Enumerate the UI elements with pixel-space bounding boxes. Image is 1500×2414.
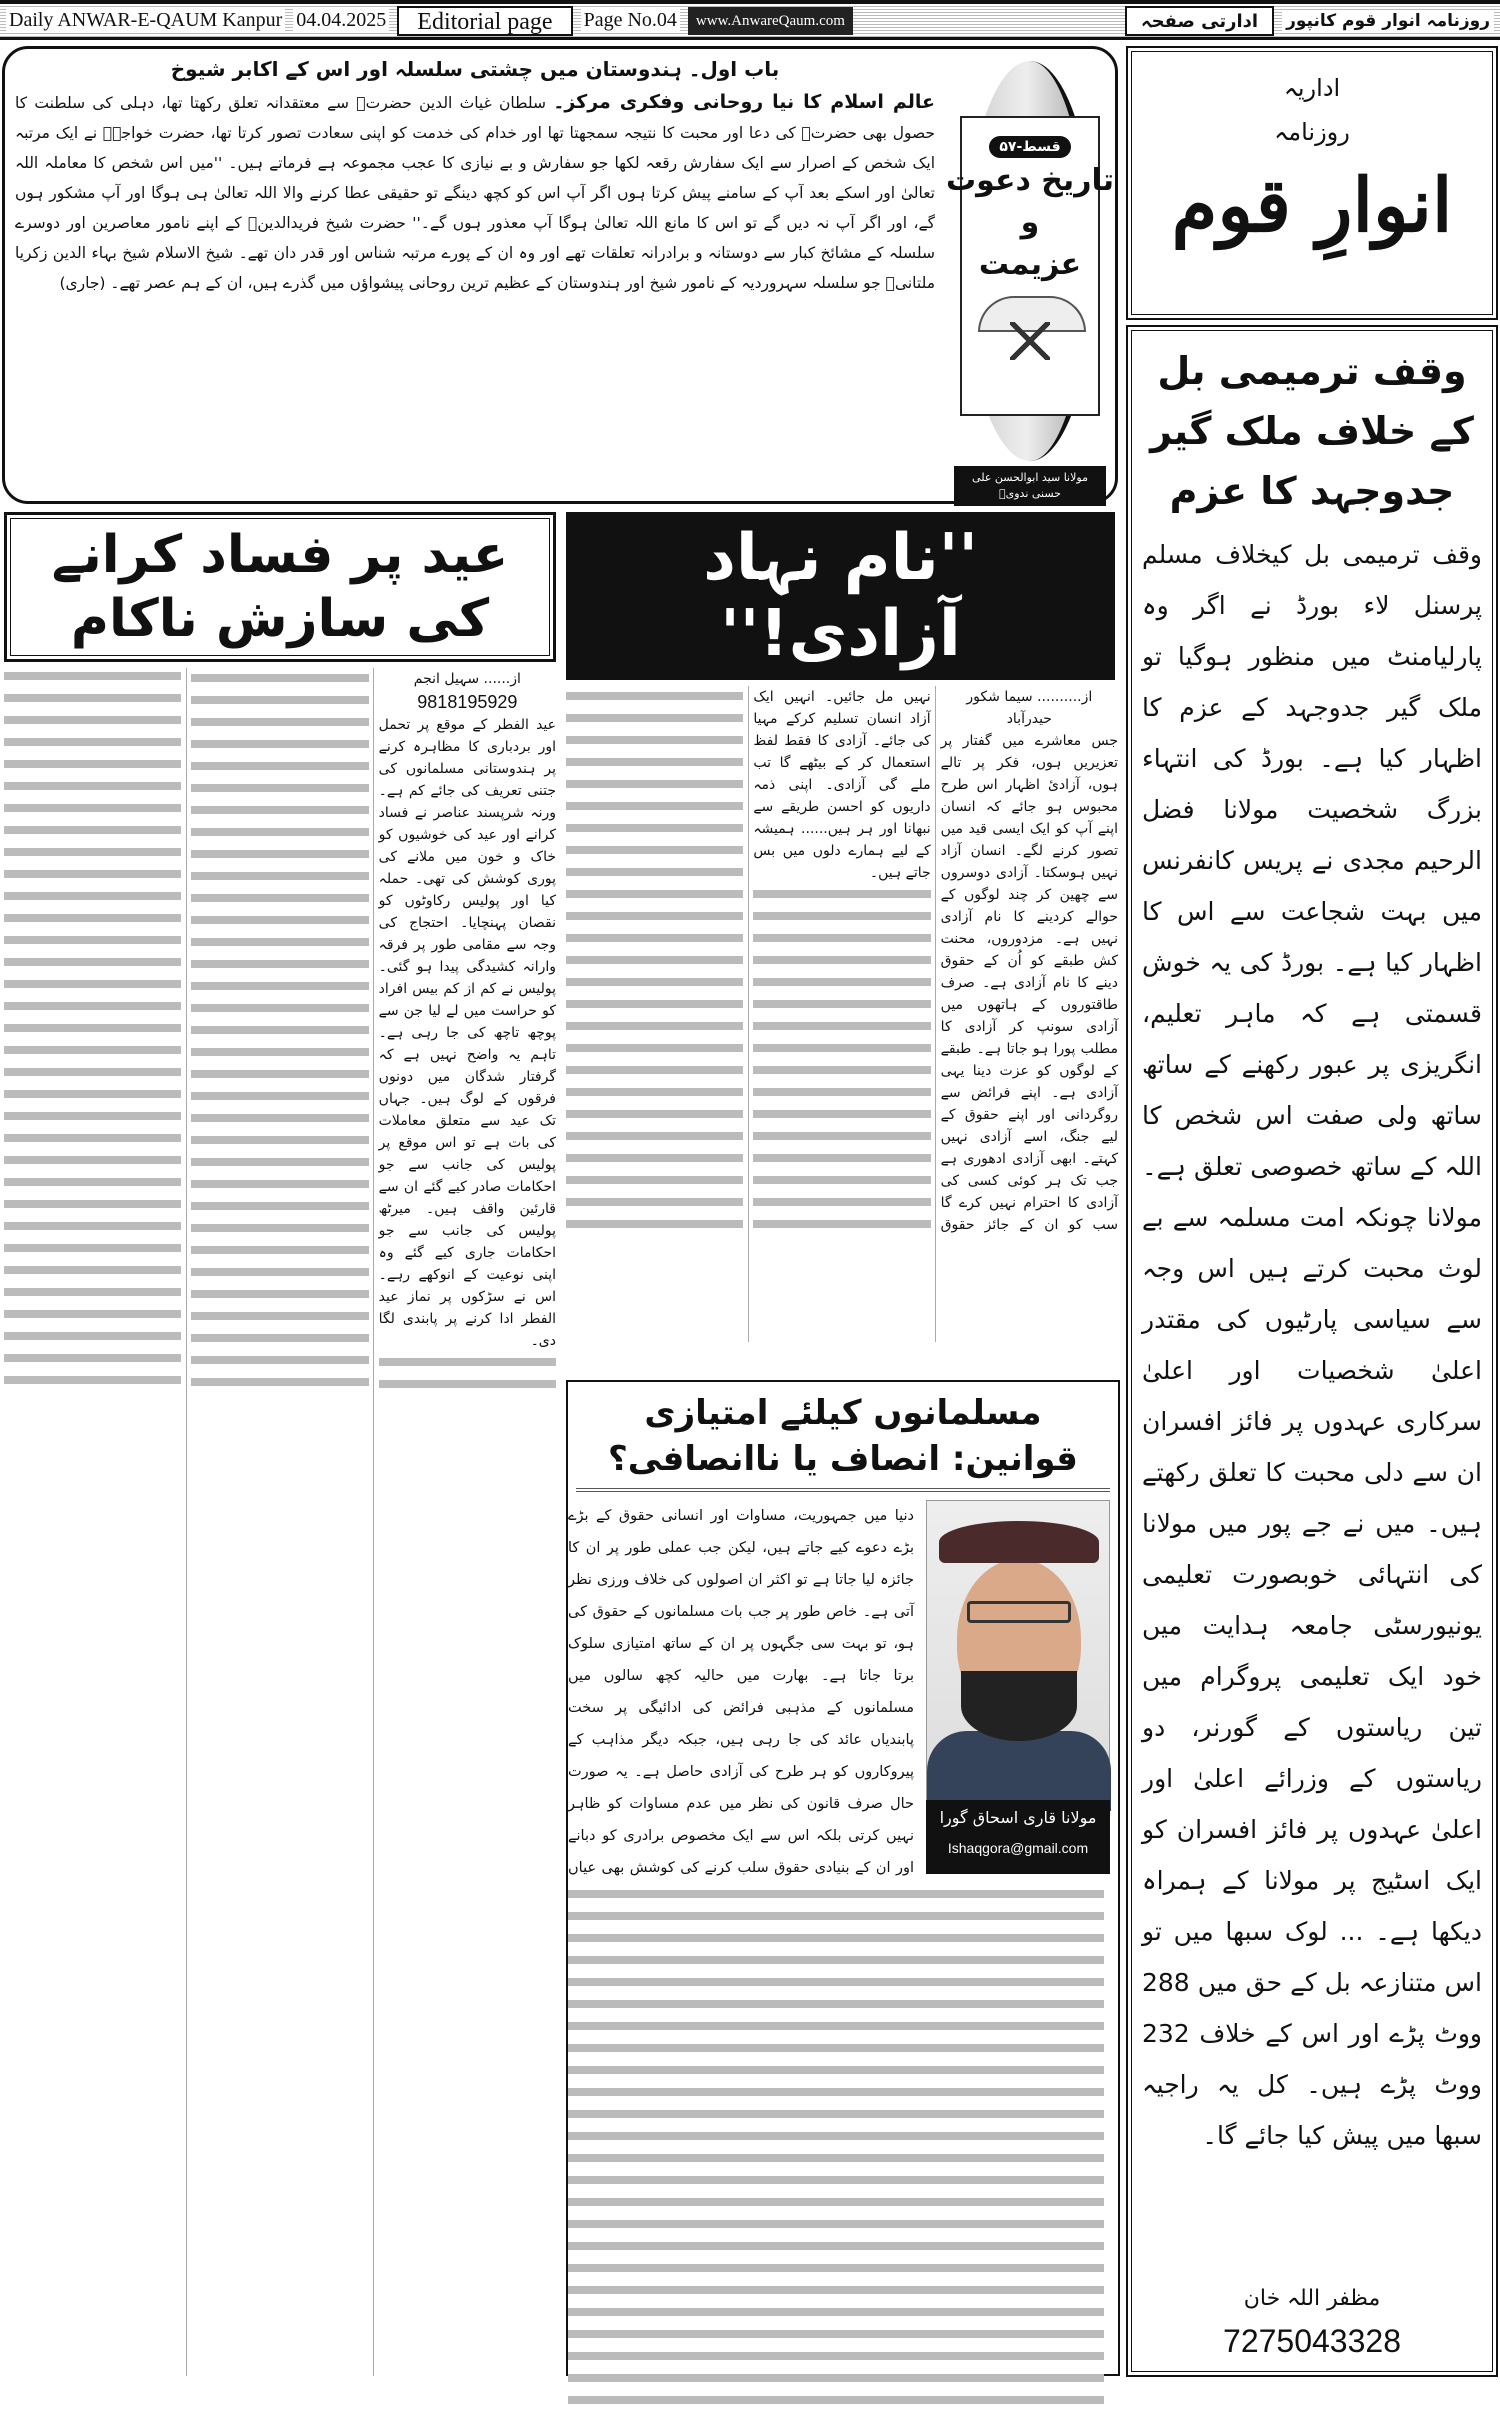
azadi-article (566, 512, 1118, 1342)
azadi-article-body (566, 686, 1118, 1342)
masthead-label: اداریہ (1283, 74, 1341, 102)
paper-name: Daily ANWAR-E-QAUM Kanpur (6, 9, 285, 32)
feature-title: باب اول۔ ہندوستان میں چشتی سلسلہ اور اس کے اکابر شیوخ (170, 57, 780, 81)
eid-article-body (4, 668, 556, 2376)
section-label: Editorial page (397, 6, 572, 36)
imtiyazi-text: دنیا میں جمہوریت، مساوات اور انسانی حقوق کے بڑے بڑے دعوے کیے جاتے ہیں، لیکن جب عملی طور پر ان کا جائزہ لیا جاتا ہے تو اکثر ان اصولوں کی خلاف ورزی نظر آتی ہے۔ خاص طور پر جب بات مسلمانوں کے حقوق کی ہو، تو بہت سی جگہوں پر ان کے ساتھ امتیازی سلوک برتا جاتا ہے۔ بھارت میں حالیہ کچھ سالوں میں مسلمانوں کے مذہبی فرائض کی ادائیگی پر سخت پابندیاں عائد کی جا رہی ہیں، جبکہ دیگر مذاہب کے پیروکاروں کو ہر طرح کی آزادی حاصل ہے۔ یہ صورت حال صرف قانون کی نظر میں عدم مساوات کو ظاہر نہیں کرتی بلکہ اس سے ایک مخصوص برادری کو دبانے اور ان کے بنیادی حقوق سلب کرنے کی کوشش بھی عیاں (568, 1508, 914, 1876)
author-name: مولانا قاری اسحاق گورا (939, 1808, 1097, 1827)
eid-author-phone: 9818195929 (417, 692, 518, 712)
page-number: Page No.04 (581, 9, 680, 32)
feature-body (15, 87, 935, 497)
imtiyazi-article (566, 1380, 1120, 2376)
eid-byline: از...... سہیل انجم (413, 671, 521, 687)
editorial-masthead (1126, 46, 1498, 320)
graphic-panel (946, 116, 1114, 416)
azadi-article-headline: ''نام نہاد آزادی!'' (566, 512, 1118, 680)
text-continuation (568, 1884, 1104, 2414)
editorial-column (1126, 325, 1498, 2377)
quran-stand-icon (970, 290, 1090, 360)
feature-article (2, 46, 1118, 504)
editorial-headline: وقف ترمیمی بل کے خلاف ملک گیر جدوجہد کا عزم (1150, 349, 1474, 513)
editorial-author: مظفر اللہ خان (1243, 2286, 1381, 2311)
imtiyazi-headline: مسلمانوں کیلئے امتیازی قوانین: انصاف یا ناانصافی؟ (576, 1382, 1110, 1492)
header-logo: روزنامہ انوار قوم کانپور (1282, 10, 1494, 31)
imtiyazi-content (568, 1500, 1118, 2374)
author-caption (926, 1800, 1110, 1874)
eid-article (4, 512, 556, 2376)
eid-text: عید الفطر کے موقع پر تحمل اور بردباری کا مظاہرہ کرنے پر ہندوستانی مسلمانوں کی جتنی تعریف کی جائے کم ہے۔ ورنہ شرپسند عناصر نے فساد کرانے اور عید کی خوشیوں کو خاک و خون میں ملانے کی پوری کوشش کی تھی۔ حملہ کیا اور پولیس رکاوٹوں کو نقصان پہنچایا۔ احتجاج کی وجہ سے مقامی طور پر فرقہ وارانہ کشیدگی پیدا ہو گئی۔ پولیس نے کم از کم بیس افراد کو حراست میں لے لیا جن سے پوچھ تاچھ کی جا رہی ہے۔ تاہم یہ واضح نہیں ہے کہ گرفتار شدگان میں دونوں فرقوں کے لوگ ہیں۔ جہاں تک عید سے متعلق معاملات کی بات ہے تو اس موقع پر پولیس کی جانب سے جو احکامات صادر کیے گئے ان سے قارئین واقف ہیں۔ میرٹھ پولیس کی جانب سے جو احکامات جاری کیے گئے وہ اپنی نوعیت کے انوکھے رہے۔ اس نے سڑکوں پر نماز عید الفطر ادا کرنے پر پابندی لگا دی۔ (378, 717, 556, 1349)
azadi-text: جس معاشرے میں گفتار پر تعزیریں ہوں، فکر پر تالے ہوں، آزادیٔ اظہار اس طرح محبوس ہو جائے کہ انسان اپنے آپ کو ایک ایسی قید میں تصور کرنے لگے۔ انسان آزاد نہیں ہوسکتا۔ آزادی دوسروں سے چھین کر چند لوگوں کے حوالے کردینے کا نام آزادی نہیں ہے۔ مزدوروں، محنت کش طبقے کو اُن کے حقوق دینے کا نام آزادی ہے۔ صرف طاقتوروں کے ہاتھوں میں آزادی سونپ کر آزادی کا مطلب پورا ہو جاتا ہے۔ طبقے کے لوگوں کو عزت دینا یہی آزادی ہے۔ اپنے فرائض سے روگردانی اور اپنے حقوق کے لیے جنگ، اسے آزادی نہیں کہتے۔ ابھی آزادی ادھوری ہے جب تک ہر کوئی کسی کی آزادی کا احترام نہیں کرے گا سب کو ان کے جائز حقوق نہیں مل جائیں۔ انہیں ایک آزاد انسان تسلیم کرکے مہیا کی جائے۔ آزادی کا فقط لفظ استعمال کر کے بیٹھے گا تب ملے گی آزادی۔ اپنی ذمہ داریوں کو احسن طریقے سے نبھانا اور ہر ہیں...... ہمیشہ کے لیے ہمارے دلوں میں بس جاتے ہیں۔ (753, 689, 1118, 1233)
author-email[interactable]: Ishaqgora@gmail.com (947, 1840, 1089, 1856)
eid-article-headline: عید پر فساد کرانے کی سازش ناکام (4, 512, 556, 662)
masthead-daily: روزنامہ (1274, 118, 1350, 146)
website-link[interactable]: www.AnwareQaum.com (688, 7, 853, 35)
series-author: مولانا سید ابوالحسن علی حسنی ندویؒ (954, 466, 1106, 506)
feature-subhead: عالم اسلام کا نیا روحانی وفکری مرکز۔ (553, 91, 935, 113)
azadi-city: حیدرآباد (1006, 711, 1052, 727)
editorial-body: وقف ترمیمی بل کیخلاف مسلم پرسنل لاء بورڈ نے اگر وہ پارلیامنٹ میں منظور ہوگیا تو ملک گیر جدوجہد کے عزم کا اظہار کیا ہے۔ بورڈ کی انتہاء بزرگ شخصیت مولانا فضل الرحیم مجدی نے پریس کانفرنس میں بہت شجاعت سے اس کا اظہار کیا ہے۔ بورڈ کی یہ خوش قسمتی ہے کہ ماہر تعلیم، انگریزی پر عبور رکھنے کے ساتھ ساتھ ولی صفت اس شخص کا اللہ کے ساتھ خصوصی تعلق ہے۔ مولانا چونکہ امت مسلمہ سے بے لوث محبت کرتے ہیں اس وجہ سے سیاسی پارٹیوں کی مقتدر اعلیٰ شخصیات اور اعلیٰ سرکاری عہدوں پر فائز افسران ان سے دلی محبت کا تعلق رکھتے ہیں۔ میں نے جے پور میں مولانا کی انتہائی خوبصورت تعلیمی یونیورسٹی جامعہ ہدایت میں خود ایک تعلیمی پروگرام میں تین ریاستوں کے گورنر، دو ریاستوں کے وزرائے اعلیٰ اور اعلیٰ عہدوں پر فائز افسران کو ایک اسٹیج پر مولانا کے ہمراہ دیکھا ہے۔ ... لوک سبھا میں تو اس متنازعہ بل کے حق میں 288 ووٹ پڑے اور اس کے خلاف 232 ووٹ پڑے ہیں۔ کل یہ راجیہ سبھا میں پیش کیا جائے گا۔ (1142, 540, 1482, 2150)
series-graphic (946, 61, 1114, 501)
series-title-3: عزیمت (978, 247, 1082, 282)
feature-text: سلطان غیاث الدین حضرتؒ سے معتقدانہ تعلق رکھتا تھا، دہلی کی سلطنت کا حصول بھی حضرتؒ کی دعا اور محبت کا نتیجہ سمجھتا تھا اور خدام کی خدمت کو اپنی سعادت تصور کرتا تھا، حضرت خواجہؒ نے ایک مرتبہ ایک شخص کے اصرار سے ایک سفارش رقعہ لکھا جو سفارش و بے نیازی کا عجب مجموعہ ہے فرماتے ہیں۔ ''میں اس شخص کا معاملہ اللہ تعالیٰ اور اسکے بعد آپ کے سامنے پیش کرتا ہوں اگر آپ اس کو کچھ دینگے تو حقیقی عطا کرنے والا اللہ تعالیٰ ہی ہوگا اور آپ مشکور ہوں گے، اور اگر آپ نہ دیں گے تو اس کا مانع اللہ تعالیٰ ہوگا آپ معذور ہوں گے۔'' حضرت شیخ فریدالدینؒ کے اپنے نامور معاصرین اور دوسرے سلسلہ کے مشائخ کبار سے دوستانہ و برادرانہ تعلقات تھے اور وہ ان کے پورے مرتبہ شناس اور قدر دان تھے۔ شیخ الاسلام شیخ بہاء الدین زکریا ملتانیؒ جو سلسلہ سہروردیہ کے نامور شیخ اور ہندوستان کے عظیم ترین روحانی پیشواؤں میں گذرے ہیں، ان کے ہم عصر تھے۔ (جاری) (15, 94, 935, 292)
author-photo (926, 1500, 1110, 1800)
masthead-name: انوارِ قوم (1171, 163, 1453, 249)
feature-main (15, 55, 935, 497)
episode-badge: قسط-۵۷ (989, 136, 1070, 158)
section-label-urdu: ادارتی صفحہ (1125, 6, 1274, 36)
editorial-phone: 7275043328 (1223, 2323, 1401, 2359)
azadi-byline: از.......... سیما شکور (966, 689, 1093, 705)
newspaper-header (0, 0, 1500, 40)
series-title-1: تاریخ دعوت (946, 163, 1114, 198)
issue-date: 04.04.2025 (293, 9, 389, 32)
series-title-2: و (1020, 205, 1040, 240)
